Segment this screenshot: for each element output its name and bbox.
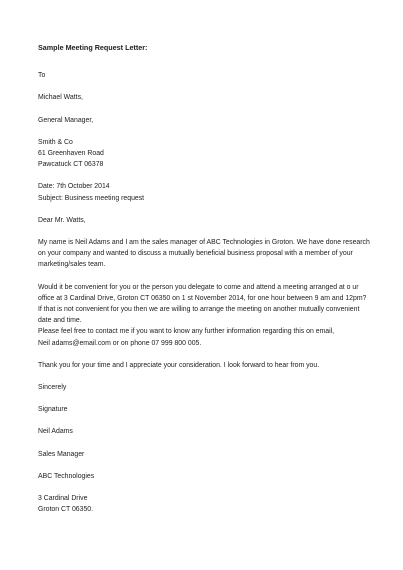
paragraph-line: date and time. xyxy=(38,317,82,325)
recipient-address-line1: 61 Greenhaven Road xyxy=(38,150,104,158)
letter-subject: Subject: Business meeting request xyxy=(38,194,145,202)
recipient-position: General Manager, xyxy=(38,116,94,124)
sender-company: ABC Technologies xyxy=(38,472,95,480)
recipient-company: Smith & Co xyxy=(38,138,73,146)
paragraph-line: My name is Neil Adams and I am the sales manager of ABC Technologies in Groton. We have done research xyxy=(38,239,370,247)
paragraph-line: If that is not convenient for you then we are willing to arrange the meeting on another mutually convenient xyxy=(38,306,360,314)
salutation: Dear Mr. Watts, xyxy=(38,216,86,224)
intro-paragraph xyxy=(38,237,370,271)
sender-address-line1: 3 Cardinal Drive xyxy=(38,495,88,503)
to-label: To xyxy=(38,72,46,80)
letter-date: Date: 7th October 2014 xyxy=(38,183,110,191)
paragraph-line: on your company and wanted to discuss a mutually beneficial business proposal with a member of your xyxy=(38,250,353,258)
paragraph-line: Please feel free to contact me if you want to know any further information regarding this on email, xyxy=(38,328,335,336)
recipient-address-line2: Pawcatuck CT 06378 xyxy=(38,161,104,169)
letter-title: Sample Meeting Request Letter: xyxy=(38,43,148,52)
paragraph-line: office at 3 Cardinal Drive, Groton CT 06350 on 1 st November 2014, for one hour between 9 am and 12pm? xyxy=(38,294,367,302)
recipient-name: Michael Watts, xyxy=(38,94,83,102)
sender-position: Sales Manager xyxy=(38,450,85,458)
signature-label: Signature xyxy=(38,406,68,414)
thanks-line: Thank you for your time and I appreciate your consideration. I look forward to hear from you. xyxy=(38,361,320,369)
paragraph-line: Would it be convenient for you or the person you delegate to come and attend a meeting arranged at o ur xyxy=(38,283,359,291)
paragraph-line: Neil adams@email.com or on phone 07 999 800 005. xyxy=(38,339,202,347)
closing: Sincerely xyxy=(38,384,67,392)
meeting-request-paragraph xyxy=(38,282,367,349)
sender-name: Neil Adams xyxy=(38,428,73,436)
paragraph-line: marketing/sales team. xyxy=(38,261,106,269)
sender-address-line2: Groton CT 06350. xyxy=(38,506,94,514)
